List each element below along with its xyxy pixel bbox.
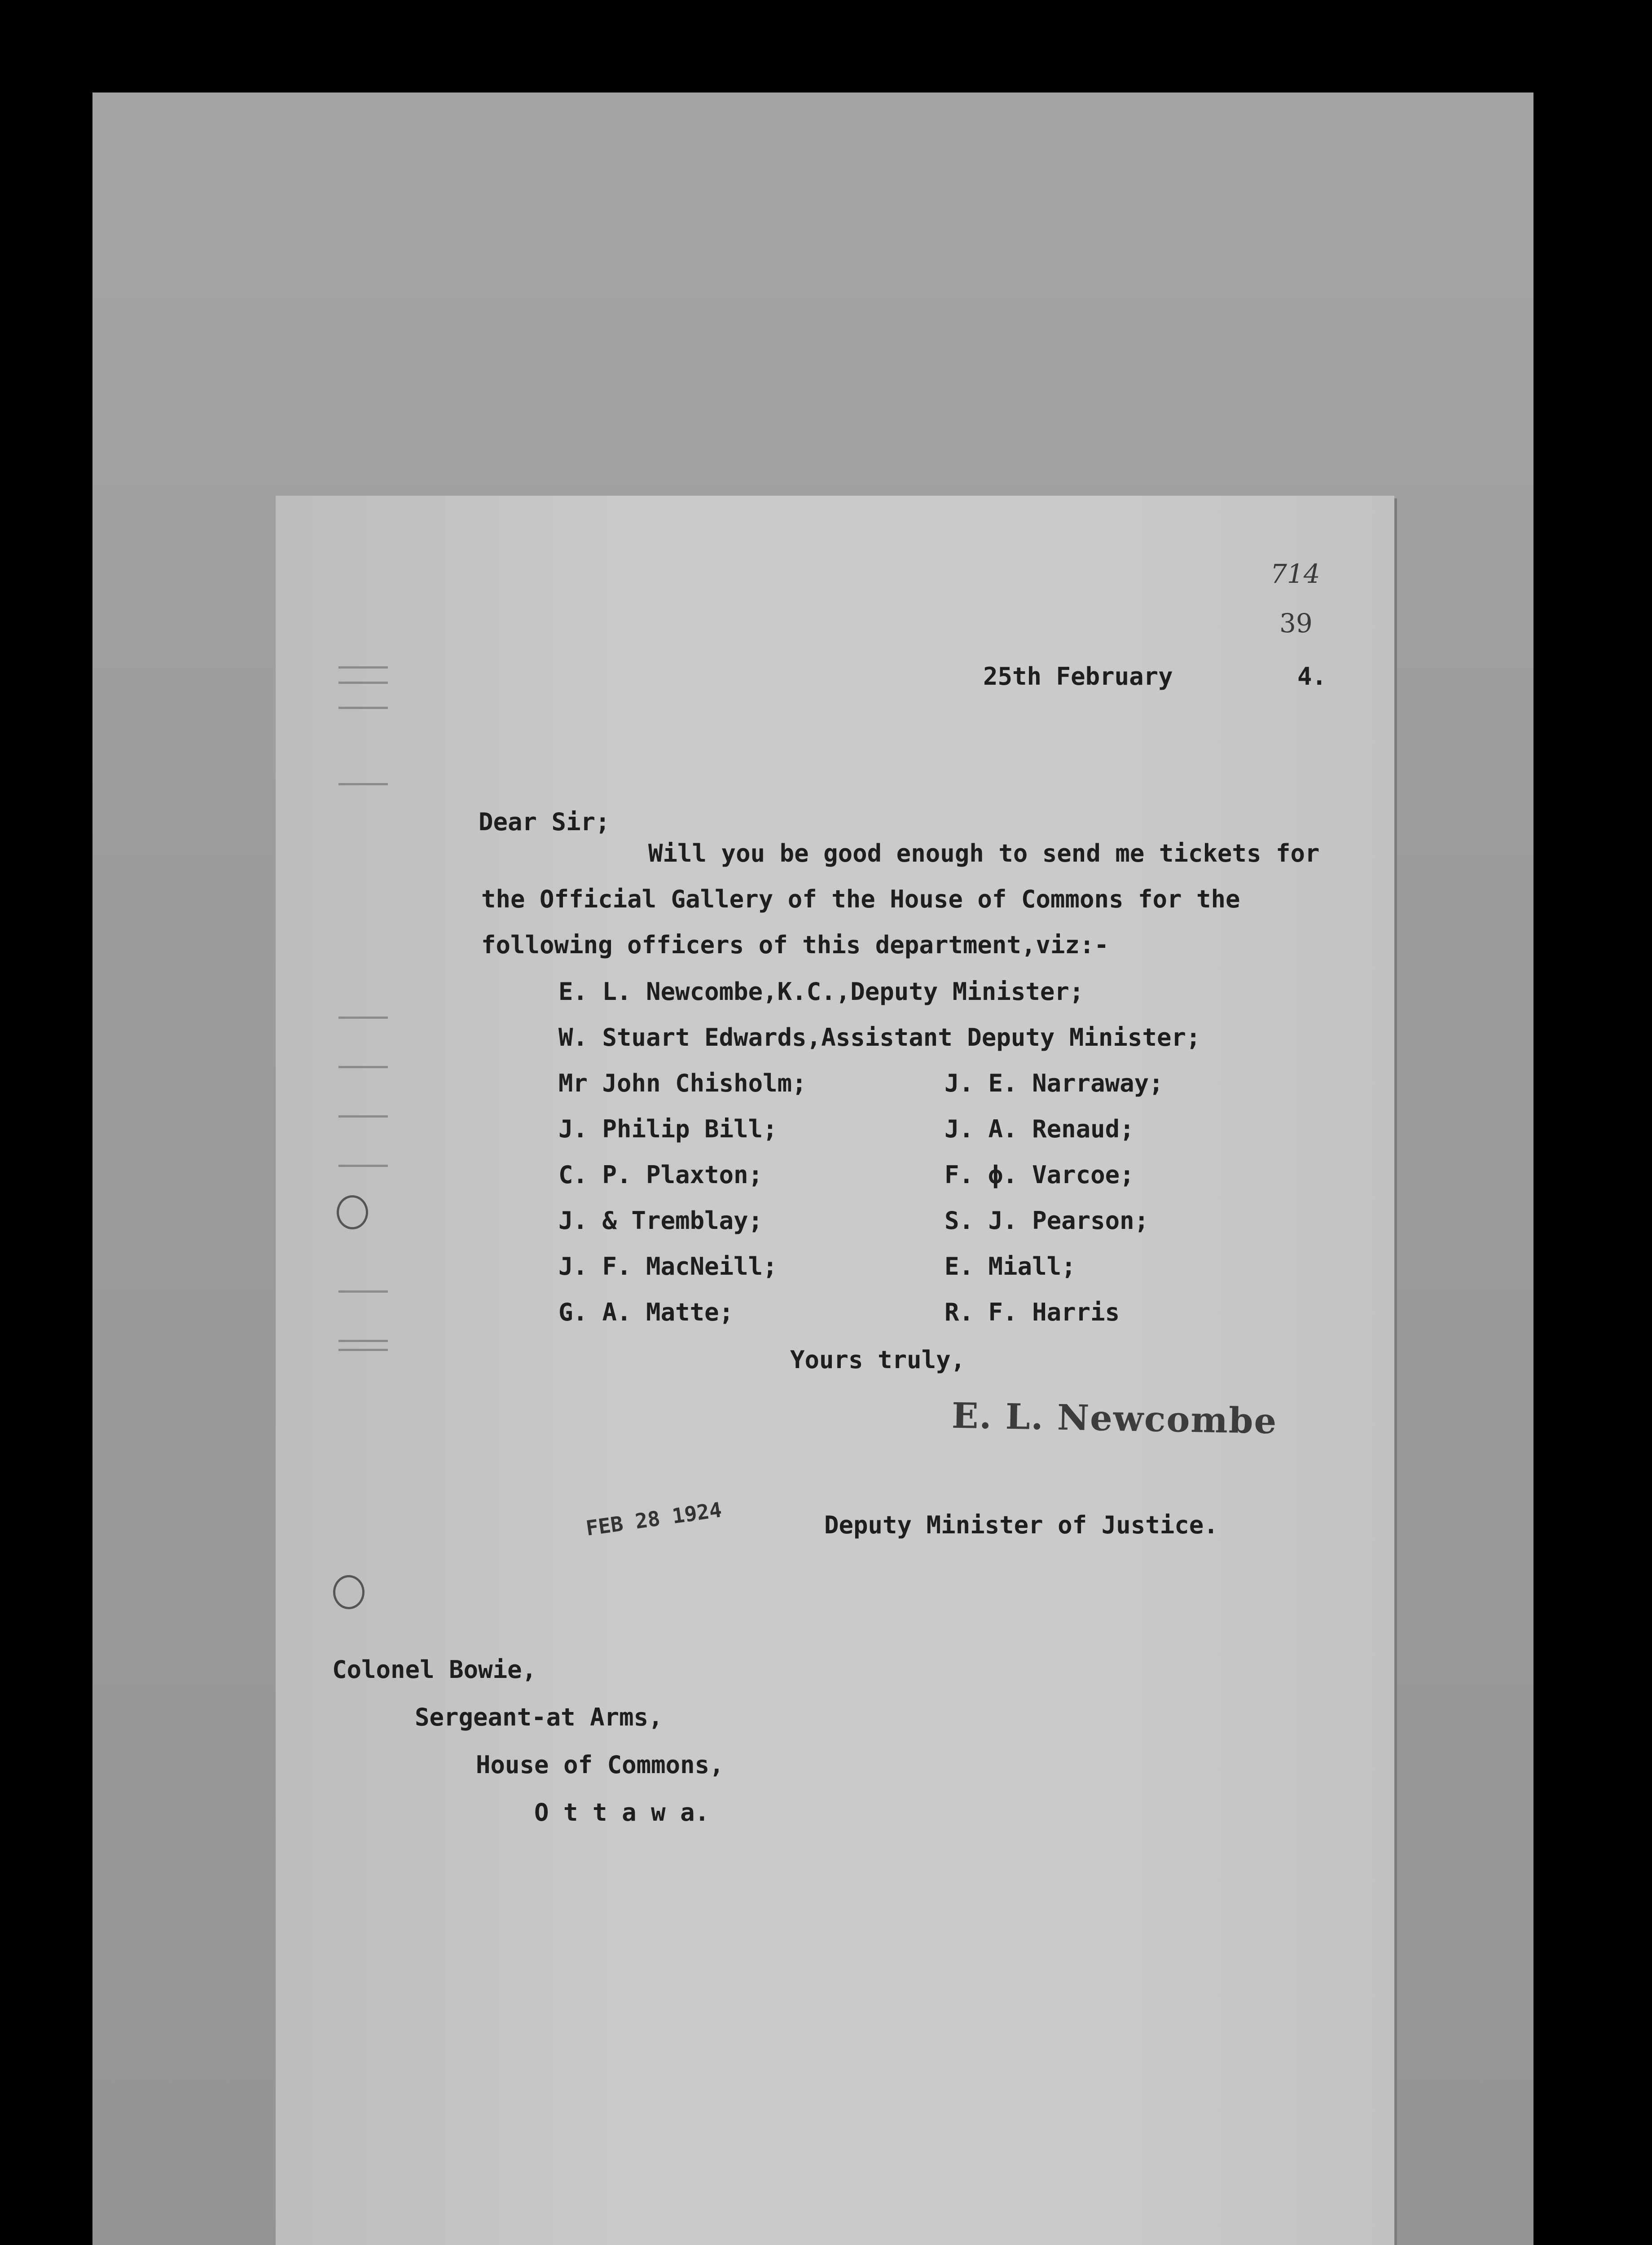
- body-line: following officers of this department,viz:-: [481, 931, 1109, 959]
- address-line: O t t a w a.: [534, 1798, 710, 1827]
- margin-mark: [338, 1165, 388, 1167]
- officer-entry: G. A. Matte;: [558, 1298, 734, 1326]
- received-date-stamp: FEB 28 1924: [584, 1497, 723, 1541]
- date-line: 25th February: [983, 662, 1173, 691]
- officer-entry: J. F. MacNeill;: [558, 1252, 778, 1281]
- body-line: the Official Gallery of the House of Commons for the: [481, 885, 1240, 913]
- officer-entry: F. ϕ. Varcoe;: [945, 1161, 1134, 1189]
- salutation: Dear Sir;: [479, 808, 610, 836]
- officer-entry: E. Miall;: [945, 1252, 1076, 1281]
- officer-entry: J. E. Narraway;: [945, 1069, 1164, 1097]
- date-year-suffix: 4.: [1297, 662, 1327, 691]
- margin-mark: [338, 682, 388, 684]
- address-line: Sergeant-at Arms,: [415, 1703, 663, 1731]
- punch-hole: [333, 1575, 365, 1609]
- letter-sheet: [276, 496, 1394, 2245]
- margin-mark: [338, 1115, 388, 1118]
- officer-entry: J. Philip Bill;: [558, 1115, 778, 1143]
- margin-mark: [338, 707, 388, 709]
- body-line: Will you be good enough to send me tickets for: [648, 839, 1320, 867]
- margin-mark: [338, 666, 388, 669]
- officer-entry: S. J. Pearson;: [945, 1206, 1149, 1235]
- punch-hole: [337, 1195, 368, 1229]
- officer-entry: C. P. Plaxton;: [558, 1161, 763, 1189]
- officer-entry: J. & Tremblay;: [558, 1206, 763, 1235]
- margin-mark: [338, 1290, 388, 1293]
- address-line: House of Commons,: [476, 1751, 724, 1779]
- address-line: Colonel Bowie,: [332, 1655, 537, 1684]
- page-number: 39: [1279, 608, 1313, 638]
- closing: Yours truly,: [790, 1346, 966, 1374]
- margin-mark: [338, 1017, 388, 1019]
- officer-entry: Mr John Chisholm;: [558, 1069, 807, 1097]
- signature: E. L. Newcombe: [951, 1395, 1278, 1442]
- officer-entry: R. F. Harris: [945, 1298, 1120, 1326]
- officer-entry: W. Stuart Edwards,Assistant Deputy Minister;: [558, 1023, 1201, 1052]
- margin-mark: [338, 1340, 388, 1342]
- margin-mark: [338, 1349, 388, 1351]
- margin-mark: [338, 1066, 388, 1068]
- margin-mark: [338, 783, 388, 785]
- officer-entry: J. A. Renaud;: [945, 1115, 1134, 1143]
- officer-entry: E. L. Newcombe,K.C.,Deputy Minister;: [558, 977, 1084, 1006]
- archive-folio-number: 714: [1270, 559, 1320, 589]
- signatory-title: Deputy Minister of Justice.: [824, 1511, 1218, 1539]
